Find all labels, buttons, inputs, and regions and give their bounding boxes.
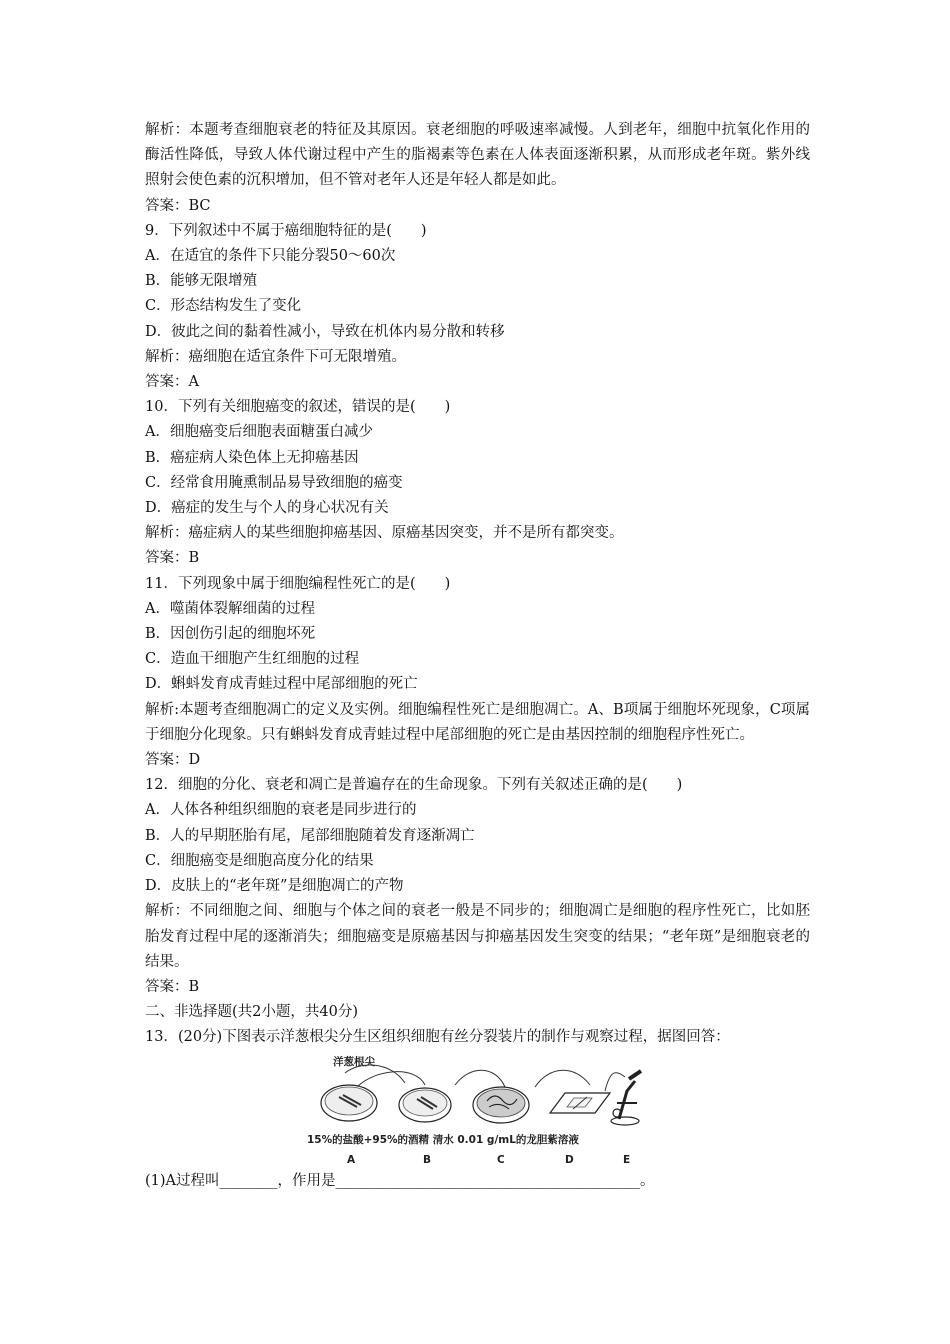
text-line: B．因创伤引起的细胞坏死	[145, 626, 316, 643]
onion-root-tip-label: 洋葱根尖	[333, 1055, 375, 1068]
step-label-c: C	[497, 1153, 505, 1166]
text-line: C．经常食用腌熏制品易导致细胞的癌变	[145, 474, 403, 491]
paragraph: 解析：不同细胞之间、细胞与个体之间的衰老一般是不同步的；细胞凋亡是细胞的程序性死亡，比如胚胎发育过程中尾的逐渐消失；细胞癌变是原癌基因与抑癌基因发生突变的结果；“老年斑”是细胞衰老的结果。	[145, 903, 810, 970]
document-page	[145, 118, 810, 1194]
text-line: 答案：B	[145, 978, 200, 995]
text-line: 11．下列现象中属于细胞编程性死亡的是( )	[145, 575, 451, 592]
text-line: D．蝌蚪发育成青蛙过程中尾部细胞的死亡	[145, 676, 418, 693]
text-line: C．造血干细胞产生红细胞的过程	[145, 651, 360, 668]
paragraph: 解析:本题考查细胞凋亡的定义及实例。细胞编程性死亡是细胞凋亡。A、B项属于细胞坏死现象，C项属于细胞分化现象。只有蝌蚪发育成青蛙过程中尾部细胞的死亡是由基因控制的细胞程序性死亡。	[145, 701, 810, 743]
text-line: B．能够无限增殖	[145, 273, 258, 290]
text-line: 解析：癌症病人的某些细胞抑癌基因、原癌基因突变，并不是所有都突变。	[145, 525, 624, 542]
text-line: 9．下列叙述中不属于癌细胞特征的是( )	[145, 222, 427, 239]
step-label-d: D	[565, 1153, 574, 1166]
text-line: D．皮肤上的“老年斑”是细胞凋亡的产物	[145, 878, 404, 895]
procedure-diagram	[305, 1051, 645, 1169]
text-line: 12．细胞的分化、衰老和凋亡是普遍存在的生命现象。下列有关叙述正确的是( )	[145, 777, 683, 794]
text-line: 13．(20分)下图表示洋葱根尖分生区组织细胞有丝分裂装片的制作与观察过程，据图回答：	[145, 1029, 730, 1046]
text-line: (1)A过程叫________，作用是__________________________________________。	[145, 1172, 655, 1189]
microscope-icon	[611, 1071, 641, 1125]
text-line: A．人体各种组织细胞的衰老是同步进行的	[145, 802, 417, 819]
text-line: B．癌症病人染色体上无抑癌基因	[145, 449, 359, 466]
text-line: 二、非选择题(共2小题，共40分)	[145, 1004, 358, 1021]
text-line: 答案：B	[145, 550, 200, 567]
text-line: A．噬菌体裂解细菌的过程	[145, 600, 315, 617]
dish-a-icon	[321, 1085, 377, 1121]
paragraph: 解析：本题考查细胞衰老的特征及其原因。衰老细胞的呼吸速率减慢。人到老年，细胞中抗氧化作用的酶活性降低，导致人体代谢过程中产生的脂褐素等色素在人体表面逐渐积累，从而形成老年斑。紫外线照射会使色素的沉积增加，但不管对老年人还是年轻人都是如此。	[145, 122, 810, 189]
step-label-a: A	[347, 1153, 356, 1166]
text-line: 答案：A	[145, 374, 199, 391]
dish-b-icon	[399, 1088, 451, 1122]
text-line: C．细胞癌变是细胞高度分化的结果	[145, 852, 374, 869]
dish-c-icon	[473, 1087, 529, 1123]
reagent-caption: 15%的盐酸+95%的酒精 清水 0.01 g/mL的龙胆紫溶液	[307, 1133, 579, 1146]
text-line: A．细胞癌变后细胞表面糖蛋白减少	[145, 424, 373, 441]
text-line: D．癌症的发生与个人的身心状况有关	[145, 500, 389, 517]
text-line: B．人的早期胚胎有尾，尾部细胞随着发育逐渐凋亡	[145, 827, 475, 844]
text-line: 10．下列有关细胞癌变的叙述，错误的是( )	[145, 399, 451, 416]
step-label-b: B	[423, 1153, 432, 1166]
text-line: C．形态结构发生了变化	[145, 298, 302, 315]
text-line: A．在适宜的条件下只能分裂50～60次	[145, 248, 396, 265]
text-line: D．彼此之间的黏着性减小，导致在机体内易分散和转移	[145, 323, 505, 340]
onion-root-tip-procedure-figure	[145, 1051, 810, 1169]
text-line: 解析：癌细胞在适宜条件下可无限增殖。	[145, 348, 406, 365]
text-line: 答案：BC	[145, 197, 211, 214]
step-label-e: E	[623, 1153, 631, 1166]
slide-d-icon	[550, 1093, 610, 1113]
text-line: 答案：D	[145, 752, 201, 769]
